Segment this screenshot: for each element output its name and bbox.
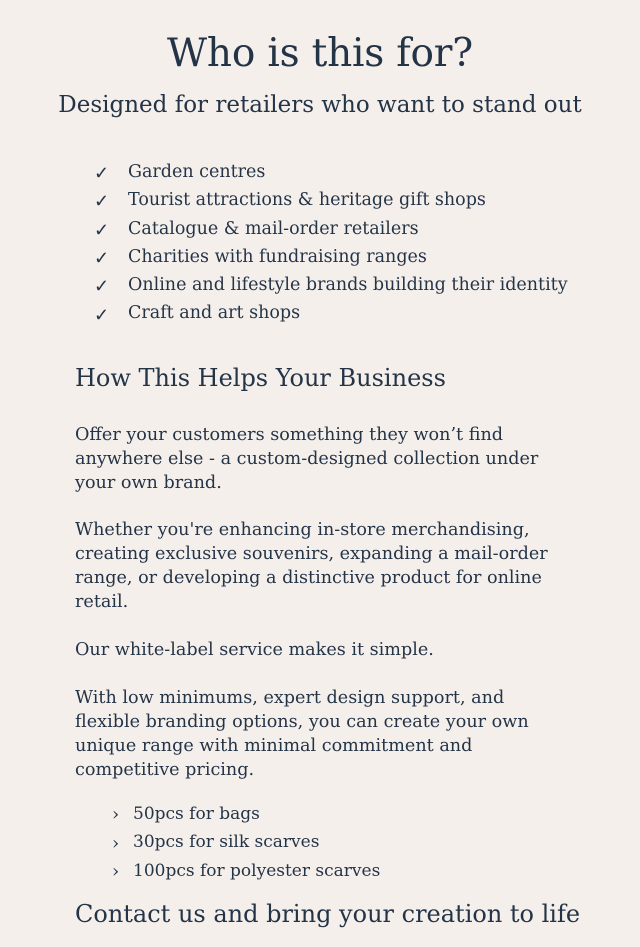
check-icon: ✓	[94, 248, 110, 270]
chevron-right-icon: ›	[112, 860, 120, 882]
business-section-heading: How This Helps Your Business	[75, 364, 446, 392]
audience-item-label: Catalogue & mail-order retailers	[128, 218, 419, 239]
business-paragraph: With low minimums, expert design support, and flexible branding options, you can create your own unique range with minimal commitment and competitive pricing.	[75, 688, 529, 781]
contact-call-to-action-heading: Contact us and bring your creation to life	[75, 900, 581, 928]
page-subtitle: Designed for retailers who want to stand out	[58, 92, 582, 118]
audience-item	[94, 158, 568, 186]
business-paragraph: Whether you're enhancing in-store merchandising, creating exclusive souvenirs, expanding a mail-order range, or developing a distinctive product for online retail.	[75, 520, 548, 613]
audience-item-label: Online and lifestyle brands building their identity	[128, 275, 568, 296]
check-icon: ✓	[94, 191, 110, 213]
minimum-item	[112, 828, 380, 856]
audience-item-label: Charities with fundraising ranges	[128, 246, 427, 267]
audience-item	[94, 299, 568, 327]
minimums-list	[112, 800, 380, 885]
minimum-item	[112, 800, 380, 828]
audience-item	[94, 186, 568, 214]
check-icon: ✓	[94, 304, 110, 326]
minimum-item	[112, 857, 380, 885]
audience-item-label: Tourist attractions & heritage gift shops	[128, 190, 486, 211]
check-icon: ✓	[94, 219, 110, 241]
page-title: Who is this for?	[167, 31, 473, 76]
check-icon: ✓	[94, 276, 110, 298]
audience-item-label: Craft and art shops	[128, 303, 301, 324]
business-paragraph: Our white-label service makes it simple.	[75, 640, 434, 660]
chevron-right-icon: ›	[112, 832, 120, 854]
minimum-item-label: 100pcs for polyester scarves	[133, 860, 381, 881]
audience-list	[94, 158, 568, 328]
audience-item	[94, 243, 568, 271]
minimum-item-label: 30pcs for silk scarves	[133, 832, 320, 853]
check-icon: ✓	[94, 163, 110, 185]
chevron-right-icon: ›	[112, 804, 120, 826]
minimum-item-label: 50pcs for bags	[133, 804, 260, 824]
audience-item-label: Garden centres	[128, 162, 266, 182]
audience-item	[94, 215, 568, 243]
business-paragraph: Offer your customers something they won’t find anywhere else - a custom-designed collection under your own brand.	[75, 425, 539, 494]
audience-item	[94, 271, 568, 299]
